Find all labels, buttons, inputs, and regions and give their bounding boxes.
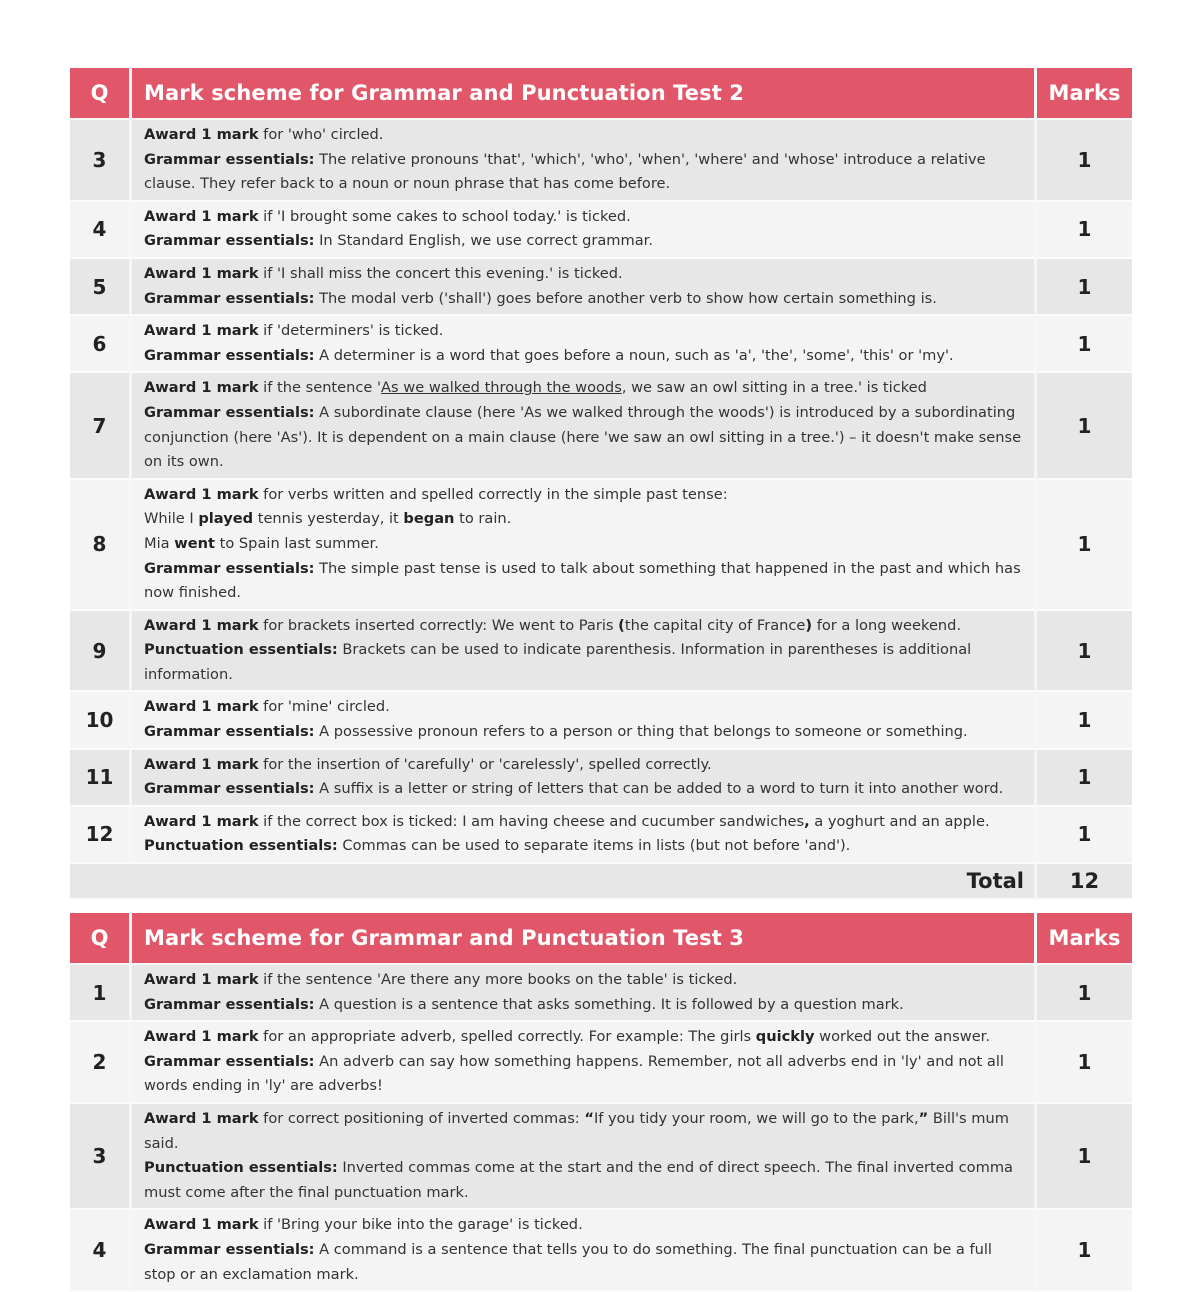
line-text: Bill's mum said.	[144, 1109, 1009, 1152]
table-row	[70, 807, 1132, 864]
scheme-line	[144, 968, 1026, 993]
bold-text: ”	[918, 1109, 929, 1127]
table-row	[70, 750, 1132, 807]
scheme-line	[144, 1050, 1026, 1099]
scheme-line	[144, 638, 1026, 687]
bold-label: Award 1 mark	[144, 379, 259, 397]
question-column-header: Q	[70, 913, 132, 965]
mark-scheme-text	[132, 316, 1037, 373]
marks-value: 1	[1037, 259, 1132, 316]
line-text: for verbs written and spelled correctly in the simple past tense:	[258, 485, 728, 503]
mark-scheme-text	[132, 965, 1037, 1022]
mark-scheme-text	[132, 259, 1037, 316]
table-row	[70, 259, 1132, 316]
scheme-line	[144, 720, 1026, 745]
mark-scheme-text	[132, 373, 1037, 479]
bold-label: Award 1 mark	[144, 322, 259, 340]
bold-label: Award 1 mark	[144, 126, 259, 143]
question-number: 8	[70, 480, 132, 611]
line-text: A subordinate clause (here 'As we walked through the woods') is introduced by a subordinating conjunction (here 'As'). It is dependent on a main clause (here 'we saw an owl sitting in a tree.') – it doesn't make sense on its own.	[144, 403, 1022, 471]
line-text: In Standard English, we use correct grammar.	[314, 232, 653, 250]
scheme-line	[144, 695, 1026, 720]
line-text: if the correct box is ticked: I am having cheese and cucumber sandwiches	[258, 812, 805, 830]
bold-label: Award 1 mark	[144, 755, 259, 773]
scheme-line	[144, 1213, 1026, 1238]
scheme-line	[144, 614, 1026, 639]
marks-value: 1	[1037, 692, 1132, 749]
marks-value: 1	[1037, 316, 1132, 373]
mark-scheme-test-2-table	[70, 68, 1132, 900]
question-number: 11	[70, 750, 132, 807]
line-text: for correct positioning of inverted commas:	[258, 1109, 585, 1127]
scheme-line	[144, 205, 1026, 230]
bold-label: Grammar essentials:	[144, 403, 315, 421]
line-text: Brackets can be used to indicate parenthesis. Information in parentheses is additional information.	[144, 641, 972, 683]
line-text: for the insertion of 'carefully' or 'carelessly', spelled correctly.	[258, 755, 712, 773]
bold-label: Grammar essentials:	[144, 995, 315, 1013]
bold-label: Grammar essentials:	[144, 150, 315, 168]
line-text: , we saw an owl sitting in a tree.' is ticked	[621, 379, 927, 397]
header-row	[70, 913, 1132, 965]
marks-value: 1	[1037, 807, 1132, 864]
question-number: 10	[70, 692, 132, 749]
scheme-line	[144, 287, 1026, 312]
line-text: for a long weekend.	[812, 616, 962, 634]
bold-label: Award 1 mark	[144, 207, 259, 225]
bold-text: “	[584, 1109, 594, 1127]
line-text: The simple past tense is used to talk about something that happened in the past and which has now finished.	[144, 559, 1021, 602]
bold-label: Award 1 mark	[144, 698, 259, 716]
question-number: 4	[70, 1210, 132, 1292]
table-row	[70, 316, 1132, 373]
scheme-line	[144, 344, 1026, 369]
bold-label: Punctuation essentials:	[144, 1159, 338, 1177]
line-text: if 'I brought some cakes to school today.' is ticked.	[258, 207, 631, 225]
question-number: 4	[70, 202, 132, 259]
scheme-line	[144, 993, 1026, 1018]
line-text: The modal verb ('shall') goes before another verb to show how certain something is.	[314, 289, 937, 307]
table-row	[70, 1104, 1132, 1210]
scheme-line	[144, 319, 1026, 344]
bold-label: Award 1 mark	[144, 1109, 259, 1127]
mark-scheme-text	[132, 1104, 1037, 1210]
marks-value: 1	[1037, 202, 1132, 259]
scheme-line	[144, 148, 1026, 197]
bold-label: Grammar essentials:	[144, 289, 315, 307]
bold-label: Grammar essentials:	[144, 780, 315, 798]
marks-value: 1	[1037, 1104, 1132, 1210]
scheme-line	[144, 834, 1026, 859]
bold-text: (	[618, 616, 625, 634]
line-text: if the sentence 'Are there any more books on the table' is ticked.	[258, 971, 738, 988]
marks-column-header: Marks	[1037, 913, 1132, 965]
table-row	[70, 611, 1132, 693]
bold-label: Grammar essentials:	[144, 559, 315, 577]
mark-scheme-text	[132, 611, 1037, 693]
scheme-line	[144, 229, 1026, 254]
bold-label: went	[174, 534, 215, 552]
table-row	[70, 965, 1132, 1022]
table-row	[70, 120, 1132, 202]
total-label: Total	[70, 864, 1037, 900]
bold-label: Award 1 mark	[144, 1028, 259, 1046]
question-number: 1	[70, 965, 132, 1022]
line-text: A command is a sentence that tells you to do something. The final punctuation can be a full stop or an exclamation mark.	[144, 1240, 992, 1283]
scheme-line	[144, 483, 1026, 508]
mark-scheme-text	[132, 120, 1037, 202]
mark-scheme-text	[132, 1210, 1037, 1292]
mark-scheme-text	[132, 692, 1037, 749]
bold-label: Award 1 mark	[144, 1216, 259, 1234]
scheme-line	[144, 376, 1026, 401]
marks-value: 1	[1037, 1022, 1132, 1104]
scheme-line	[144, 123, 1026, 148]
bold-label: Award 1 mark	[144, 264, 259, 282]
table-row	[70, 373, 1132, 479]
scheme-line	[144, 1156, 1026, 1205]
mark-scheme-text	[132, 480, 1037, 611]
scheme-line	[144, 401, 1026, 475]
line-text: A suffix is a letter or string of letters that can be added to a word to turn it into another word.	[314, 780, 1004, 798]
bold-label: Grammar essentials:	[144, 723, 315, 741]
bold-label: Award 1 mark	[144, 971, 259, 988]
line-text: A question is a sentence that asks something. It is followed by a question mark.	[314, 995, 904, 1013]
question-number: 7	[70, 373, 132, 479]
mark-scheme-test-3-table	[70, 913, 1132, 1292]
header-row	[70, 68, 1132, 120]
line-text: If you tidy your room, we will go to the park,	[593, 1109, 919, 1127]
scheme-line	[144, 557, 1026, 606]
scheme-line	[144, 810, 1026, 835]
bold-text: quickly	[755, 1028, 815, 1046]
line-text: Commas can be used to separate items in lists (but not before 'and').	[337, 837, 851, 855]
line-text: A determiner is a word that goes before a noun, such as 'a', 'the', 'some', 'this' or 'my'.	[314, 346, 954, 364]
bold-text: )	[805, 616, 813, 634]
line-text: A possessive pronoun refers to a person or thing that belongs to someone or something.	[314, 723, 968, 741]
line-text: tennis yesterday, it	[253, 510, 404, 528]
bold-label: Award 1 mark	[144, 616, 259, 634]
table-title: Mark scheme for Grammar and Punctuation Test 3	[132, 913, 1037, 965]
marks-value: 1	[1037, 120, 1132, 202]
bold-label: played	[198, 510, 254, 528]
underlined-clause: As we walked through the woods	[381, 379, 622, 397]
mark-scheme-text	[132, 202, 1037, 259]
line-text: Inverted commas come at the start and the end of direct speech. The final inverted comma must come after the final punctuation mark.	[144, 1159, 1013, 1201]
bold-label: Award 1 mark	[144, 812, 259, 830]
line-text: if 'Bring your bike into the garage' is ticked.	[258, 1216, 583, 1234]
line-text: for an appropriate adverb, spelled correctly. For example: The girls	[258, 1028, 756, 1046]
scheme-line	[144, 1107, 1026, 1156]
scheme-line	[144, 753, 1026, 778]
bold-text: ,	[804, 812, 810, 830]
line-text: An adverb can say how something happens. Remember, not all adverbs end in 'ly' and not all words ending in 'ly' are adverbs!	[144, 1052, 1004, 1095]
total-row	[70, 864, 1132, 900]
table-row	[70, 692, 1132, 749]
question-number: 6	[70, 316, 132, 373]
line-text: to rain.	[454, 510, 512, 528]
marks-value: 1	[1037, 965, 1132, 1022]
question-number: 3	[70, 120, 132, 202]
mark-scheme-table	[70, 913, 1132, 1292]
scheme-line	[144, 1238, 1026, 1287]
question-column-header: Q	[70, 68, 132, 120]
line-text: worked out the answer.	[814, 1028, 990, 1046]
table-row	[70, 1022, 1132, 1104]
total-value: 12	[1037, 864, 1132, 900]
mark-scheme-text	[132, 807, 1037, 864]
marks-value: 1	[1037, 611, 1132, 693]
table-title: Mark scheme for Grammar and Punctuation Test 2	[132, 68, 1037, 120]
line-text: for 'who' circled.	[258, 126, 384, 143]
question-number: 5	[70, 259, 132, 316]
bold-label: Grammar essentials:	[144, 1052, 315, 1070]
scheme-line	[144, 532, 1026, 557]
question-number: 2	[70, 1022, 132, 1104]
bold-label: Grammar essentials:	[144, 232, 315, 250]
scheme-line	[144, 507, 1026, 532]
bold-label: Punctuation essentials:	[144, 641, 338, 659]
marks-value: 1	[1037, 750, 1132, 807]
line-text: Mia	[144, 534, 175, 552]
question-number: 3	[70, 1104, 132, 1210]
question-number: 9	[70, 611, 132, 693]
line-text: the capital city of France	[624, 616, 806, 634]
line-text: for brackets inserted correctly: We went to Paris	[258, 616, 619, 634]
marks-value: 1	[1037, 373, 1132, 479]
scheme-line	[144, 262, 1026, 287]
line-text: if 'I shall miss the concert this evening.' is ticked.	[258, 264, 623, 282]
line-text: for 'mine' circled.	[258, 698, 390, 716]
mark-scheme-text	[132, 750, 1037, 807]
line-text: While I	[144, 510, 199, 528]
scheme-line	[144, 777, 1026, 802]
table-row	[70, 202, 1132, 259]
bold-label: Punctuation essentials:	[144, 837, 338, 855]
scheme-line	[144, 1025, 1026, 1050]
line-text: if the sentence '	[258, 379, 382, 397]
line-text: to Spain last summer.	[214, 534, 379, 552]
bold-label: Award 1 mark	[144, 485, 259, 503]
bold-text: began	[403, 510, 455, 528]
mark-scheme-text	[132, 1022, 1037, 1104]
line-text: a yoghurt and an apple.	[809, 812, 990, 830]
marks-value: 1	[1037, 1210, 1132, 1292]
marks-value: 1	[1037, 480, 1132, 611]
line-text: if 'determiners' is ticked.	[258, 322, 444, 340]
table-row	[70, 480, 1132, 611]
marks-column-header: Marks	[1037, 68, 1132, 120]
bold-label: Grammar essentials:	[144, 346, 315, 364]
question-number: 12	[70, 807, 132, 864]
mark-scheme-table	[70, 68, 1132, 900]
line-text: The relative pronouns 'that', 'which', 'who', 'when', 'where' and 'whose' introduce a relative clause. They refer back to a noun or noun phrase that has come before.	[144, 150, 986, 193]
table-row	[70, 1210, 1132, 1292]
bold-label: Grammar essentials:	[144, 1240, 315, 1258]
